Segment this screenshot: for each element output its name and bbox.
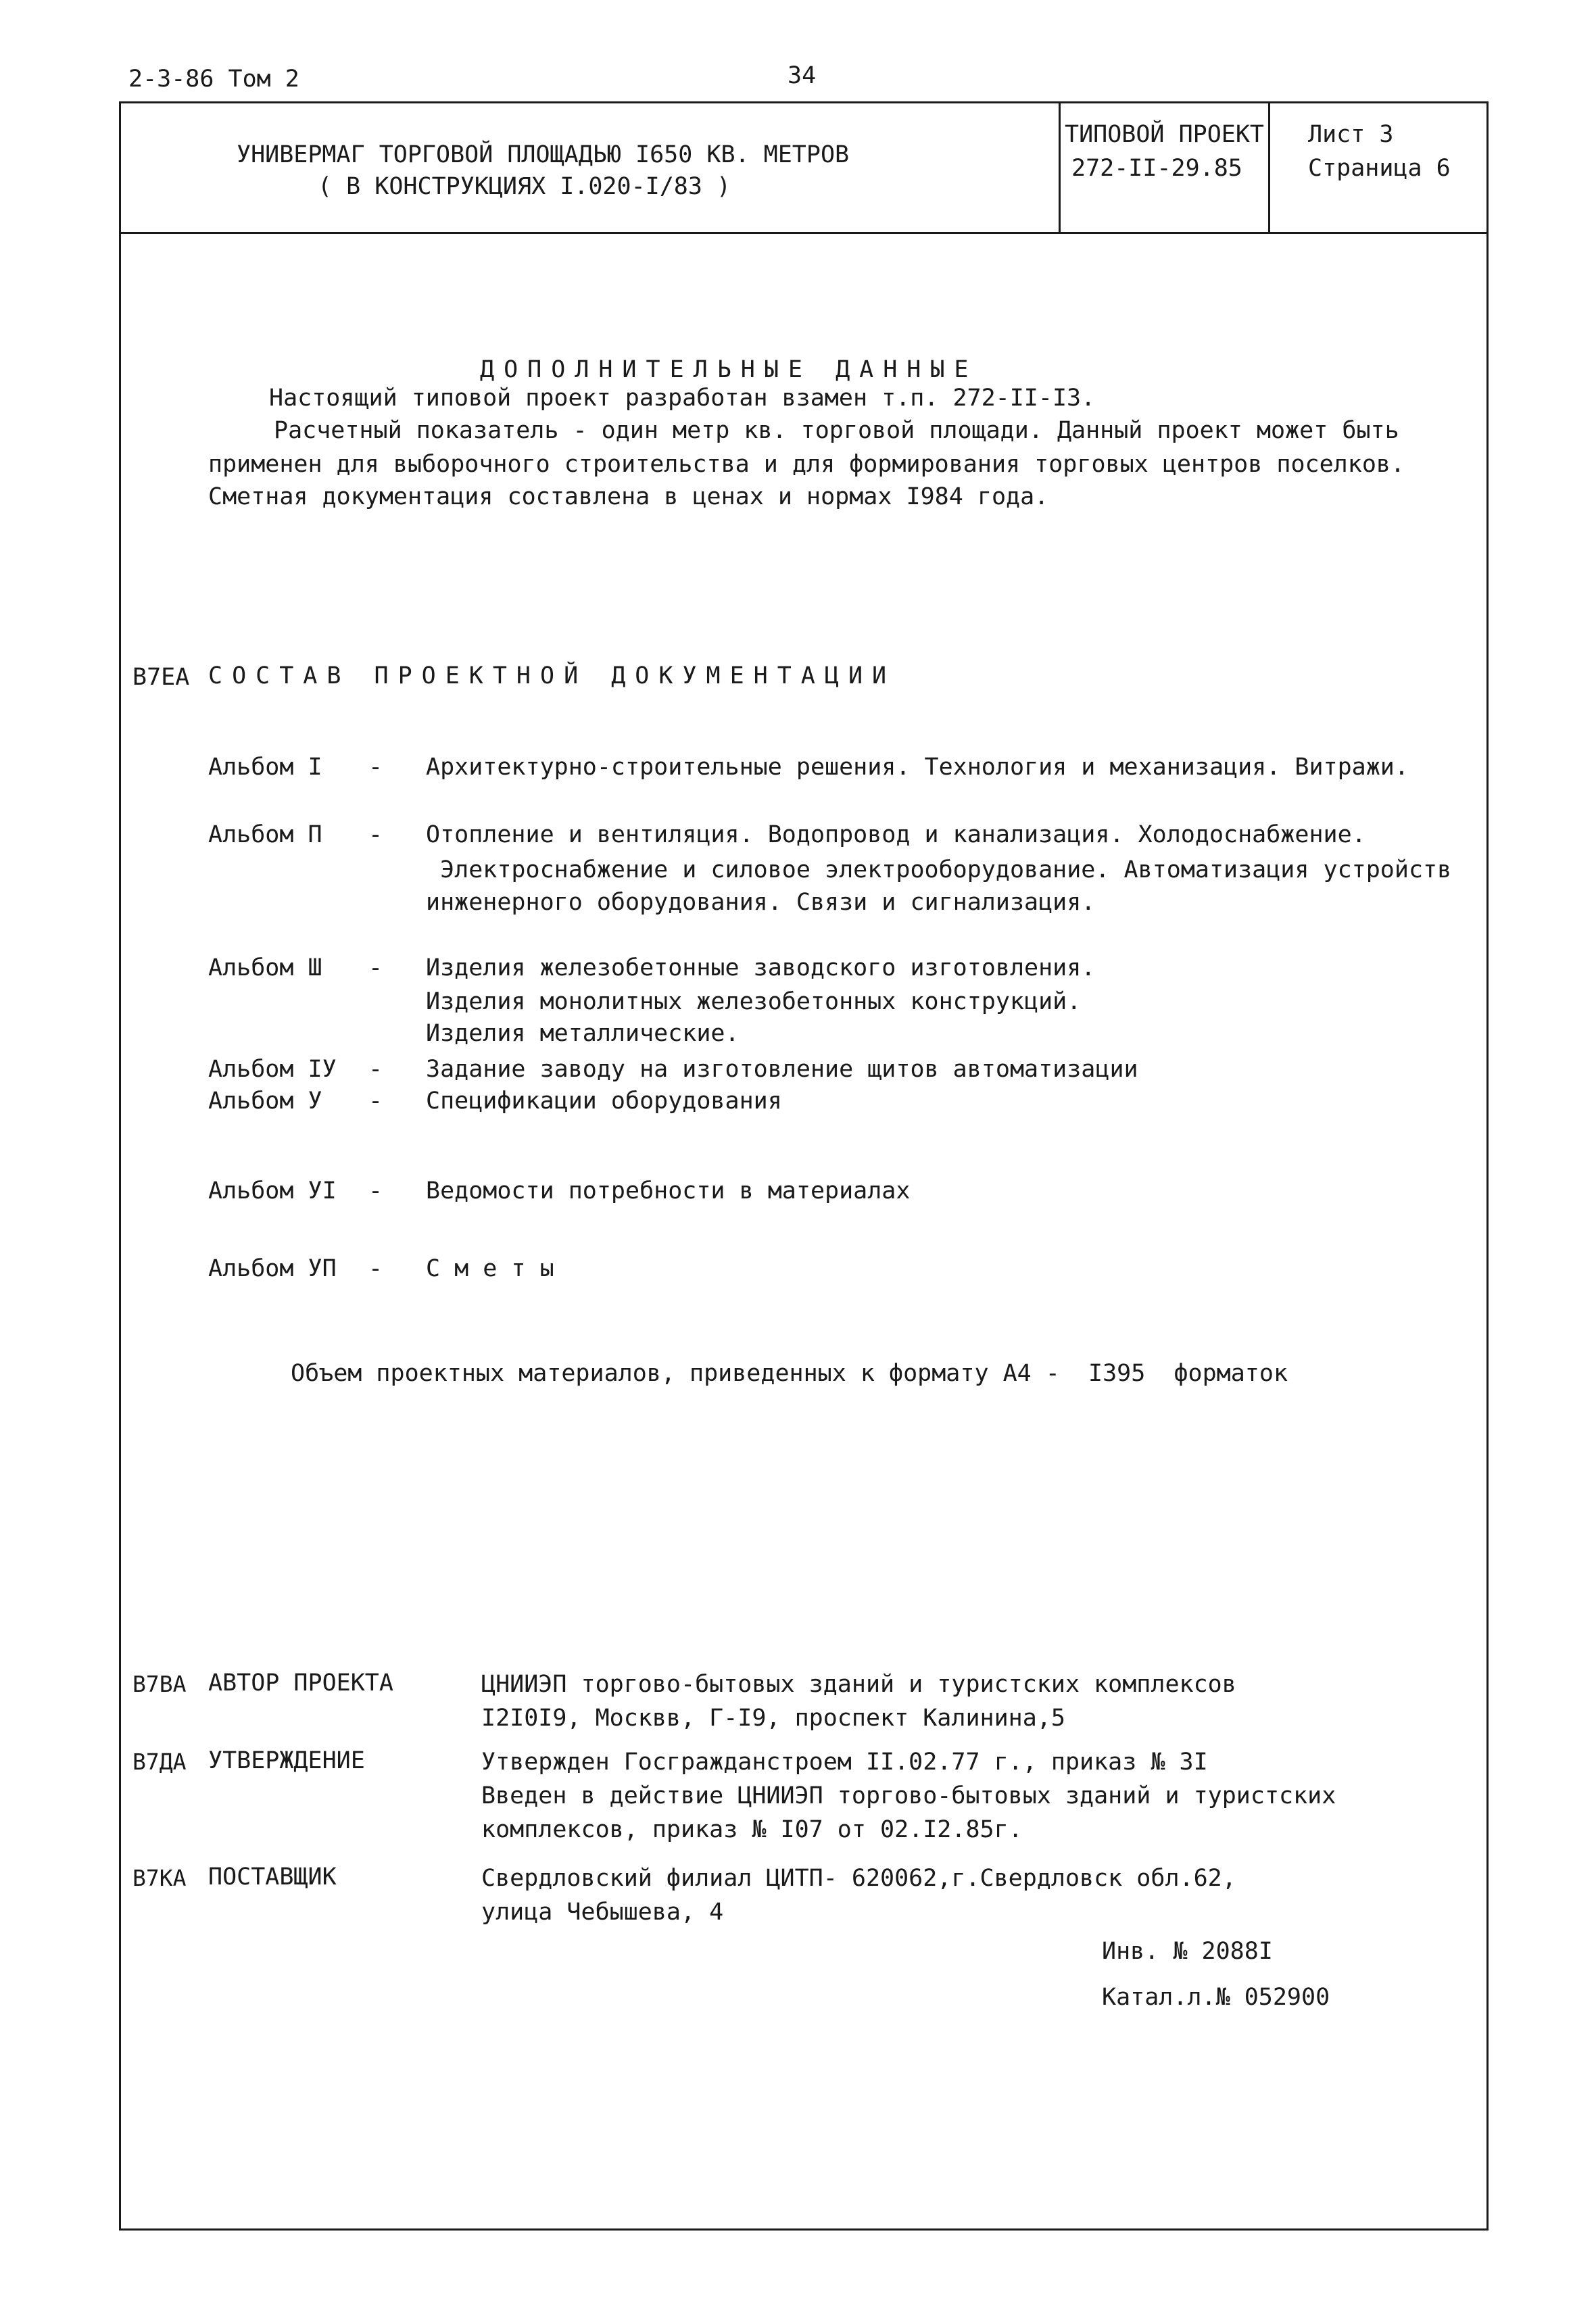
album-dash: -	[368, 1255, 383, 1282]
additional-heading: ДОПОЛНИТЕЛЬНЫЕ ДАННЫЕ	[480, 356, 978, 383]
approval-line-3: комплексов, приказ № I07 от 02.I2.85г.	[481, 1816, 1023, 1843]
additional-line-3: применен для выборочного строительства и для формирования торговых центров поселков.	[208, 451, 1405, 478]
document-code: 2-3-86 Том 2	[128, 66, 299, 93]
album-description: Архитектурно-строительные решения. Технология и механизация. Витражи.	[426, 754, 1409, 781]
album-label: Альбом I	[208, 754, 322, 781]
album-label: Альбом У	[208, 1088, 322, 1115]
sheet-label: Лист 3	[1308, 121, 1394, 148]
album-description: Изделия железобетонные заводского изготовления.	[426, 954, 1096, 981]
composition-code: В7ЕА	[132, 664, 190, 691]
album-description: Изделия монолитных железобетонных конструкций.	[426, 988, 1082, 1015]
album-dash: -	[368, 1088, 383, 1115]
album-description: Задание заводу на изготовление щитов автоматизации	[426, 1056, 1138, 1083]
project-number: 272-II-29.85	[1071, 155, 1242, 182]
album-description: Ведомости потребности в материалах	[426, 1177, 911, 1204]
album-description: С м е т ы	[426, 1255, 554, 1282]
album-description: Отопление и вентиляция. Водопровод и канализация. Холодоснабжение.	[426, 821, 1366, 848]
author-label: АВТОР ПРОЕКТА	[208, 1670, 393, 1697]
album-label: Альбом УП	[208, 1255, 337, 1282]
additional-line-1: Настоящий типовой проект разработан взамен т.п. 272-II-I3.	[269, 385, 1096, 412]
inventory-number: Инв. № 2088I	[1102, 1938, 1273, 1965]
album-dash: -	[368, 954, 383, 981]
approval-code: В7ДА	[132, 1749, 187, 1775]
album-description: Изделия металлические.	[426, 1020, 740, 1047]
supplier-label: ПОСТАВЩИК	[208, 1863, 337, 1891]
album-dash: -	[368, 1177, 383, 1204]
album-description: Электроснабжение и силовое электрооборудование. Автоматизация устройств	[426, 856, 1452, 883]
header-divider-1	[1059, 101, 1061, 234]
additional-line-2: Расчетный показатель - один метр кв. торговой площади. Данный проект может быть	[274, 417, 1399, 444]
page-number: 34	[788, 62, 817, 89]
album-label: Альбом IУ	[208, 1056, 337, 1083]
approval-line-1: Утвержден Госгражданстроем II.02.77 г., приказ № 3I	[481, 1749, 1208, 1776]
album-dash: -	[368, 754, 383, 781]
supplier-code: В7КА	[132, 1865, 187, 1891]
album-label: Альбом П	[208, 821, 322, 848]
header-divider-2	[1268, 101, 1270, 234]
approval-line-2: Введен в действие ЦНИИЭП торгово-бытовых зданий и туристских	[481, 1782, 1336, 1809]
album-label: Альбом Ш	[208, 954, 322, 981]
album-dash: -	[368, 821, 383, 848]
additional-line-4: Сметная документация составлена в ценах и нормах I984 года.	[208, 483, 1049, 510]
author-line-1: ЦНИИЭП торгово-бытовых зданий и туристских комплексов	[481, 1671, 1236, 1698]
album-description: Спецификации оборудования	[426, 1088, 782, 1115]
author-code: В7ВА	[132, 1671, 187, 1697]
header-title-line1: УНИВЕРМАГ ТОРГОВОЙ ПЛОЩАДЬЮ I650 КВ. МЕТРОВ	[237, 141, 850, 168]
page-label: Страница 6	[1308, 155, 1451, 182]
catalog-number: Катал.л.№ 052900	[1102, 1984, 1330, 2011]
supplier-line-1: Свердловский филиал ЦИТП- 620062,г.Свердловск обл.62,	[481, 1865, 1236, 1892]
project-label: ТИПОВОЙ ПРОЕКТ	[1065, 121, 1265, 148]
approval-label: УТВЕРЖДЕНИЕ	[208, 1747, 365, 1774]
album-description: инженерного оборудования. Связи и сигнализация.	[426, 889, 1096, 916]
album-label: Альбом УI	[208, 1177, 337, 1204]
header-title-line2: ( В КОНСТРУКЦИЯХ I.020-I/83 )	[318, 173, 731, 200]
composition-heading: СОСТАВ ПРОЕКТНОЙ ДОКУМЕНТАЦИИ	[208, 662, 896, 689]
header-bottom-rule	[119, 232, 1489, 234]
volume-statement: Объем проектных материалов, приведенных к формату А4 - I395 форматок	[291, 1360, 1288, 1387]
author-line-2: I2I0I9, Москвв, Г-I9, проспект Калинина,5	[481, 1705, 1065, 1732]
album-dash: -	[368, 1056, 383, 1083]
supplier-line-2: улица Чебышева, 4	[481, 1899, 724, 1926]
